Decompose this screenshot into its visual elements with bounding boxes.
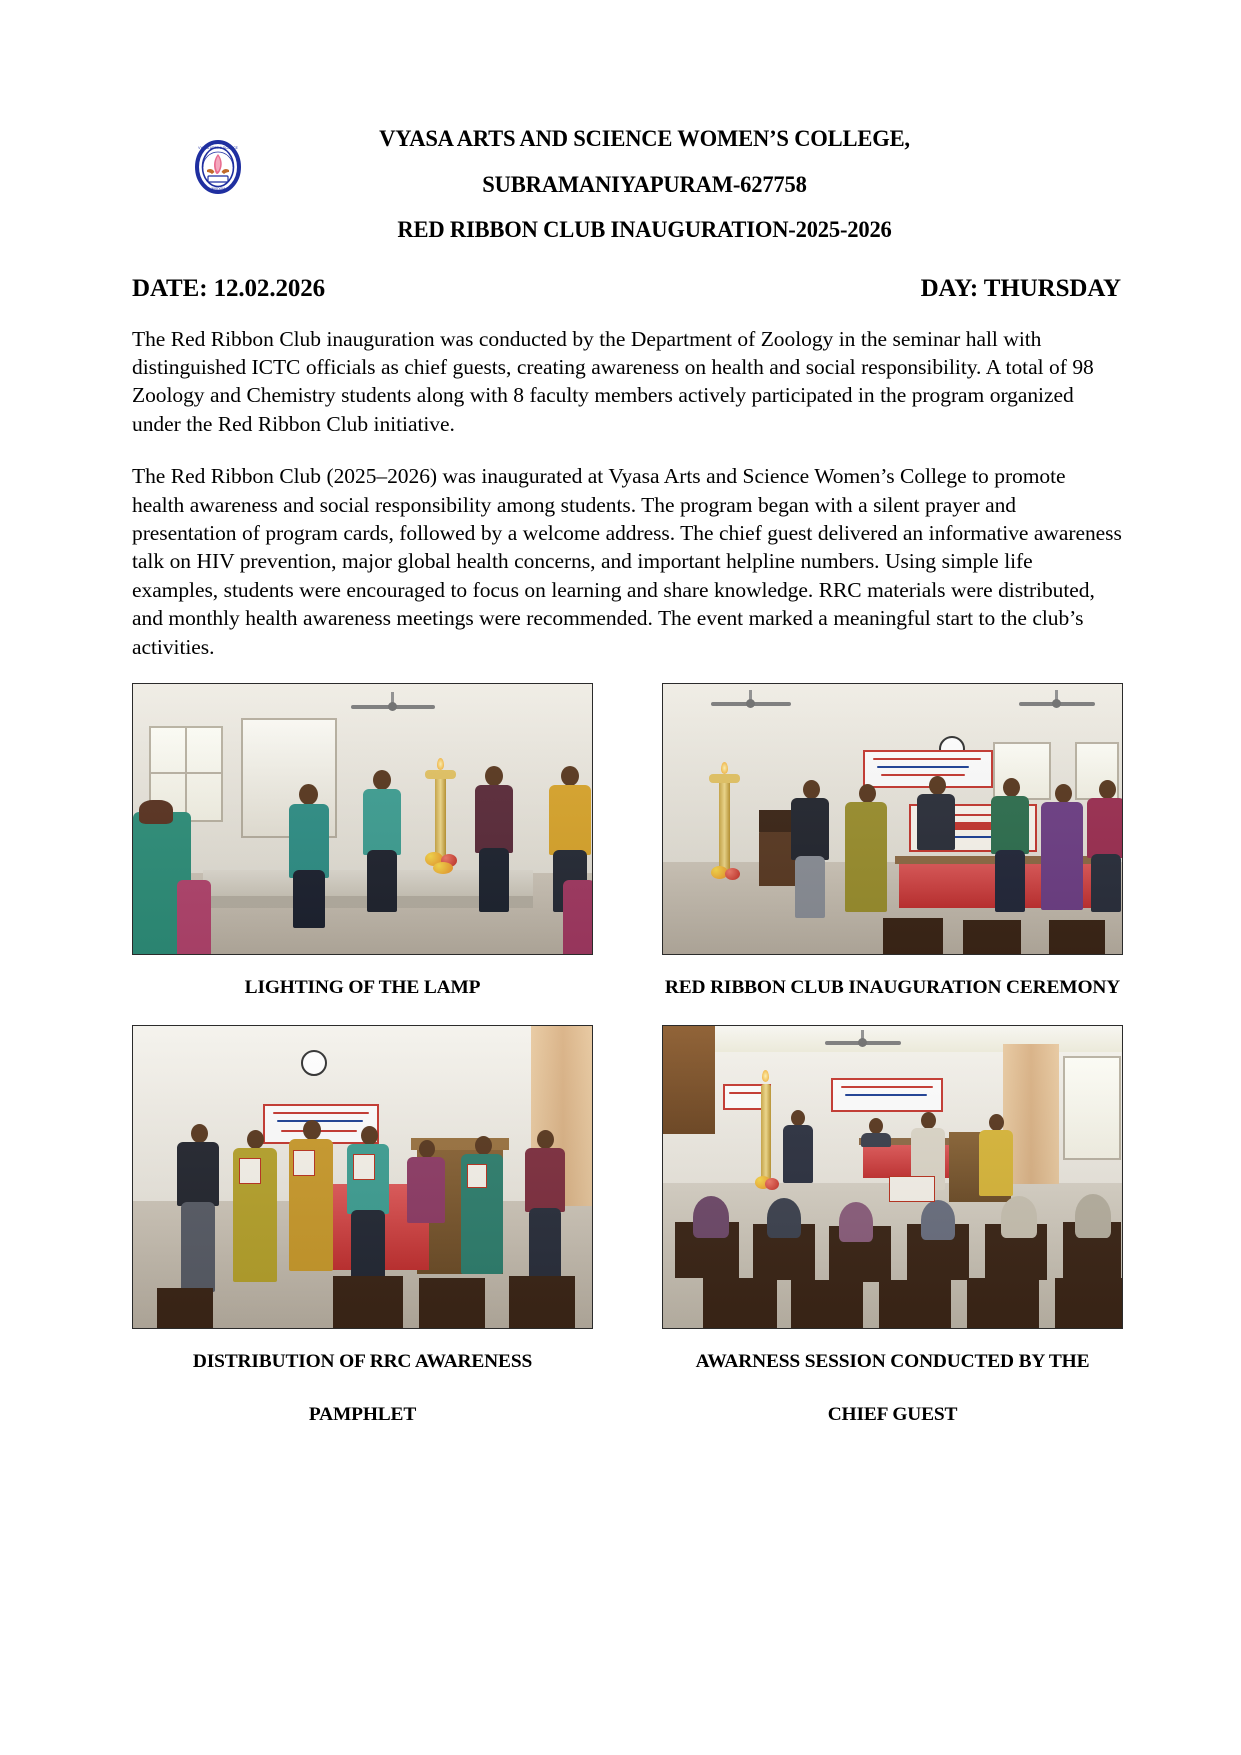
photo-cell-inauguration-ceremony [662, 683, 1123, 999]
photo-caption-lighting-of-the-lamp: LIGHTING OF THE LAMP [244, 976, 481, 998]
caption-line-1: DISTRIBUTION OF RRC AWARENESS [192, 1351, 533, 1373]
paragraph-details: The Red Ribbon Club (2025–2026) was inaugurated at Vyasa Arts and Science Women’s College to promote health awareness and social responsibility among students. The program began with a silent prayer and presentation of program cards, followed by a welcome address. The chief guest delivered an informative awareness talk on HIV prevention, major global health concerns, and important helpline numbers. Using simple life examples, students were encouraged to focus on learning and share knowledge. RRC materials were distributed, and monthly health awareness meetings were recommended. The event marked a meaningful start to the club’s activities. [132, 464, 1122, 659]
photo-awareness-session [662, 1025, 1123, 1329]
photo-lighting-of-the-lamp [132, 683, 593, 955]
report-body [132, 325, 1123, 661]
logo-container [132, 128, 238, 196]
date-label: DATE: 12.02.2026 [132, 274, 326, 302]
photo-cell-pamphlet-distribution [132, 1025, 593, 1426]
paragraph-summary: The Red Ribbon Club inauguration was conducted by the Department of Zoology in the seminar hall with distinguished ICTC officials as chief guests, creating awareness on health and social responsibility. A total of 98 Zoology and Chemistry students along with 8 faculty members actively participated in the program organized under the Red Ribbon Club initiative. [132, 326, 1094, 436]
photo-caption-pamphlet-distribution [132, 1351, 593, 1426]
institution-name-line-1: VYASA ARTS AND SCIENCE WOMEN’S COLLEGE, [379, 126, 910, 152]
photo-pamphlet-distribution [132, 1025, 593, 1329]
day-label: DAY: THURSDAY [920, 274, 1121, 302]
institution-name-line-2: SUBRAMANIYAPURAM-627758 [482, 171, 807, 198]
photo-cell-awareness-session [662, 1025, 1123, 1426]
date-day-row [132, 275, 1123, 303]
photo-row-2 [132, 1025, 1123, 1426]
svg-text:WISDOM: WISDOM [210, 187, 226, 191]
caption-line-2: CHIEF GUEST [827, 1403, 958, 1425]
photo-row-1 [132, 683, 1123, 999]
caption-line-2: PAMPHLET [308, 1403, 417, 1425]
document-header [0, 0, 1241, 243]
photo-inauguration-ceremony [662, 683, 1123, 955]
photo-gallery [132, 683, 1123, 1426]
event-title: RED RIBBON CLUB INAUGURATION-2025-2026 [397, 217, 892, 243]
photo-cell-lighting-of-the-lamp [132, 683, 593, 999]
photo-caption-awareness-session [662, 1351, 1123, 1426]
svg-text:VYASA ARTS & SCIENCE: VYASA ARTS & SCIENCE [198, 146, 238, 150]
photo-caption-inauguration-ceremony: RED RIBBON CLUB INAUGURATION CEREMONY [664, 976, 1121, 998]
caption-line-1: AWARNESS SESSION CONDUCTED BY THE [695, 1351, 1090, 1373]
header-title-block [206, 128, 1123, 243]
